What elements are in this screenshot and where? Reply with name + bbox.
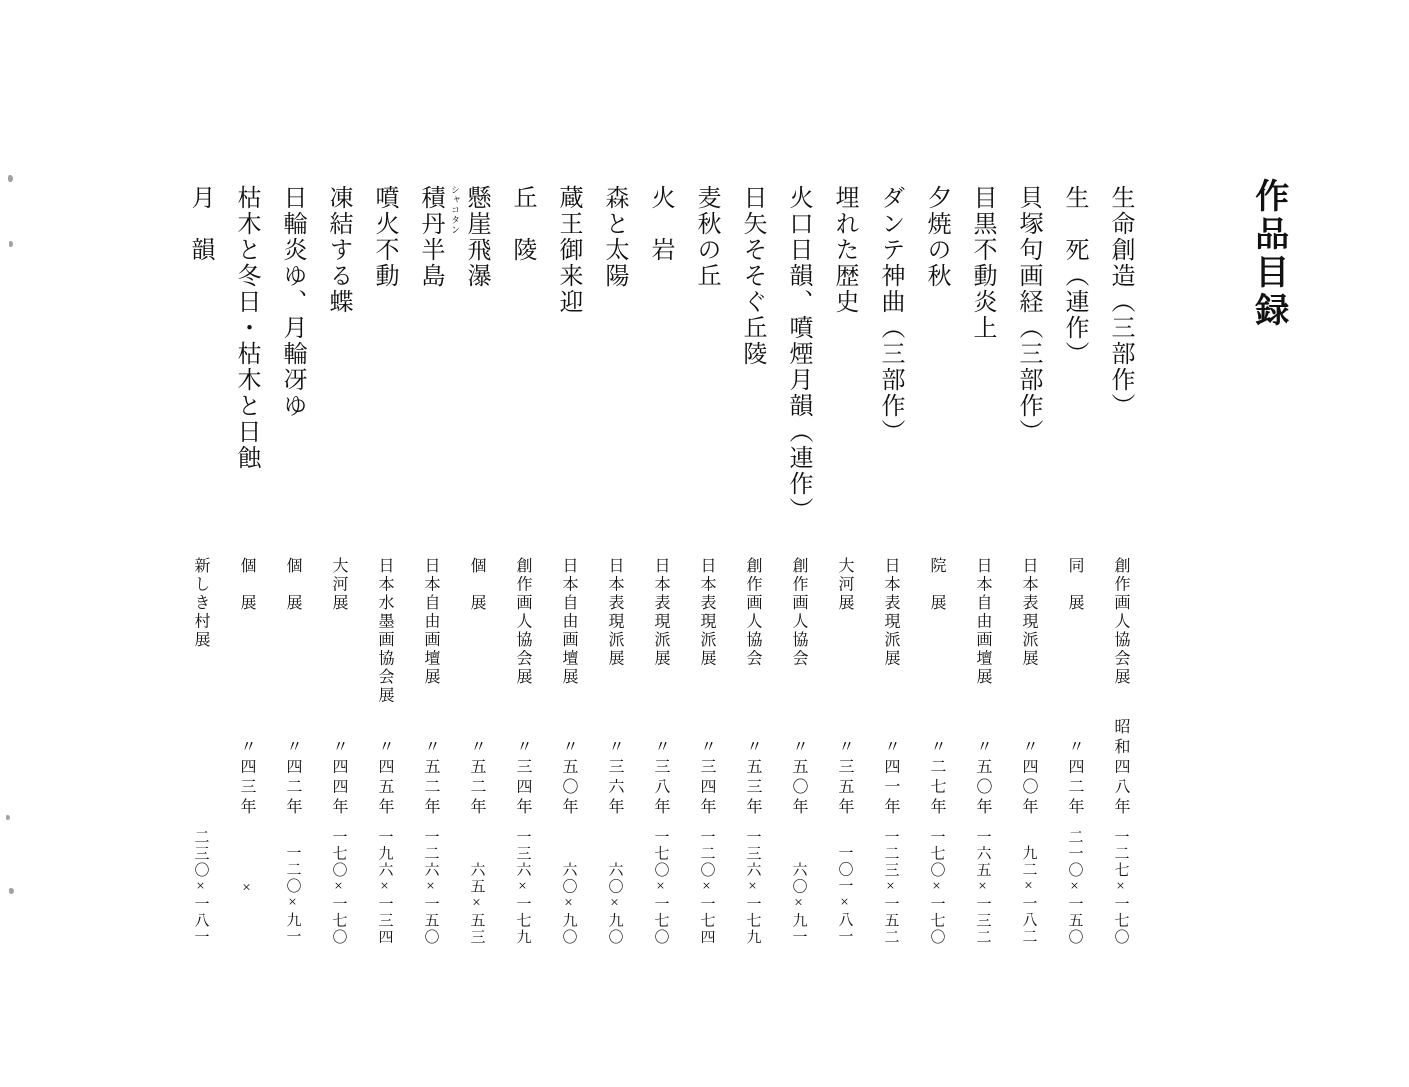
catalog-entry: [821, 185, 867, 955]
entry-size: 一二〇×九一: [284, 845, 301, 945]
entry-title: 生命創造（三部作）: [1107, 185, 1133, 419]
catalog-entry: [775, 185, 821, 955]
entry-year: 〃五〇年: [790, 738, 807, 818]
catalog-entry: [637, 185, 683, 955]
entry-exhibition: 日本自由画壇展: [560, 557, 577, 687]
entry-size: ×: [238, 880, 255, 898]
scan-speck: [6, 815, 10, 820]
entry-year: 〃三五年: [836, 738, 853, 818]
catalog-entry: [407, 185, 460, 955]
catalog-entry: [315, 185, 361, 955]
entry-year: 〃四二年: [1066, 738, 1083, 818]
entry-year: 〃五〇年: [560, 738, 577, 818]
entry-exhibition: 日本表現派展: [606, 557, 623, 668]
entry-size: 一七〇×一七〇: [330, 828, 347, 945]
entry-year: 〃五二年: [468, 738, 485, 818]
entry-size: 六五×五三: [468, 861, 485, 945]
entry-year: 〃三八年: [652, 738, 669, 818]
entry-exhibition: 日本表現派展: [1020, 557, 1037, 668]
entry-size: 六〇×九一: [790, 861, 807, 945]
entry-year: 〃四〇年: [1020, 738, 1037, 818]
entry-exhibition: 個 展: [468, 557, 485, 613]
entry-size: 一七〇×一七〇: [652, 828, 669, 945]
page-title: 作品目録: [1249, 178, 1287, 330]
entry-exhibition: 日本表現派展: [882, 557, 899, 668]
entry-title: 懸崖飛瀑: [463, 185, 489, 289]
entry-exhibition: 大河展: [836, 557, 853, 613]
entry-year: 〃四五年: [376, 738, 393, 818]
entry-size: 一二七×一七〇: [1112, 828, 1129, 945]
entry-exhibition: 大河展: [330, 557, 347, 613]
entry-exhibition: 日本水墨画協会展: [376, 557, 393, 705]
entry-size: 一三六×一七九: [744, 828, 761, 945]
entry-size: 一二〇×一七四: [698, 828, 715, 945]
catalog-entry: [683, 185, 729, 955]
catalog-entry: [1005, 185, 1051, 955]
entry-title: 日矢そそぐ丘陵: [739, 185, 765, 367]
scan-speck: [9, 888, 14, 894]
entry-title: 蔵王御来迎: [555, 185, 581, 315]
entry-size: 二一〇×一五〇: [1066, 828, 1083, 945]
entry-title: 夕焼の秋: [923, 185, 949, 289]
entries-list: [177, 185, 1143, 955]
catalog-entry: [545, 185, 591, 955]
entry-title: 噴火不動: [371, 185, 397, 289]
entry-exhibition: 同 展: [1066, 557, 1083, 613]
entry-furigana: シャコタン: [450, 185, 460, 235]
entry-exhibition: 創作画人協会: [744, 557, 761, 668]
entry-size: 一二三×一五二: [882, 828, 899, 945]
scan-speck: [9, 241, 13, 247]
entry-year: 〃三四年: [514, 738, 531, 818]
entry-title: 火 岩: [647, 185, 673, 263]
entry-title: 埋れた歴史: [831, 185, 857, 315]
entry-title: 凍結する蝶: [325, 185, 351, 315]
entry-exhibition: 創作画人協会展: [1112, 557, 1129, 687]
entry-year: 〃四一年: [882, 738, 899, 818]
entry-exhibition: 個 展: [284, 557, 301, 613]
entry-title: 枯木と冬日・枯木と日蝕: [233, 185, 259, 471]
entry-title: ダンテ神曲（三部作）: [877, 185, 903, 445]
entry-title: 麦秋の丘: [693, 185, 719, 289]
catalog-entry: [1051, 185, 1097, 955]
catalog-entry: [1097, 185, 1143, 955]
entry-title: 貝塚句画経（三部作）: [1015, 185, 1041, 445]
catalog-entry: [269, 185, 315, 955]
entry-exhibition: 創作画人協会展: [514, 557, 531, 687]
entry-size: 六〇×九〇: [560, 861, 577, 945]
entry-size: 一二六×一五〇: [422, 828, 439, 945]
catalog-entry: [177, 185, 223, 955]
entry-exhibition: 日本表現派展: [698, 557, 715, 668]
entry-size: 一〇一×八一: [836, 845, 853, 945]
catalog-entry: [499, 185, 545, 955]
catalog-entry: [913, 185, 959, 955]
entry-exhibition: 創作画人協会: [790, 557, 807, 668]
entry-title: 生 死（連作）: [1061, 185, 1087, 367]
entry-title: 目黒不動炎上: [969, 185, 995, 341]
entry-year: 昭和四八年: [1112, 718, 1129, 818]
catalog-entry: [361, 185, 407, 955]
entry-exhibition: 日本表現派展: [652, 557, 669, 668]
entry-title: 森と太陽: [601, 185, 627, 289]
entry-year: 〃四三年: [238, 738, 255, 818]
catalog-entry: [729, 185, 775, 955]
entry-size: 六〇×九〇: [606, 861, 623, 945]
entry-size: 一七〇×一七〇: [928, 828, 945, 945]
entry-title: 日輪炎ゆ、月輪冴ゆ: [279, 185, 305, 419]
catalog-entry: [591, 185, 637, 955]
entry-year: 〃五三年: [744, 738, 761, 818]
entry-year: 〃五〇年: [974, 738, 991, 818]
entry-title: 火口日韻、噴煙月韻（連作）: [785, 185, 811, 523]
entry-title: 月 韻: [187, 185, 213, 263]
catalog-entry: [867, 185, 913, 955]
entry-size: 一六五×一三二: [974, 828, 991, 945]
entry-exhibition: 日本自由画壇展: [422, 557, 439, 687]
entry-year: 〃四四年: [330, 738, 347, 818]
entry-year: 〃五二年: [422, 738, 439, 818]
entry-year: 〃四二年: [284, 738, 301, 818]
entry-size: 一九六×一三四: [376, 828, 393, 945]
entry-exhibition: 院 展: [928, 557, 945, 613]
entry-exhibition: 新しき村展: [192, 557, 209, 650]
entry-title: 積丹半島: [417, 185, 443, 289]
entry-exhibition: 個 展: [238, 557, 255, 613]
catalog-entry: [223, 185, 269, 955]
entry-size: 一三六×一七九: [514, 828, 531, 945]
entry-exhibition: 日本自由画壇展: [974, 557, 991, 687]
entry-size: 二三〇×一八一: [192, 828, 209, 945]
catalog-entry: [453, 185, 499, 955]
entry-size: 九二×一八二: [1020, 845, 1037, 945]
scan-speck: [8, 175, 13, 182]
entry-title: 丘 陵: [509, 185, 535, 263]
entry-year: 〃三四年: [698, 738, 715, 818]
catalog-entry: [959, 185, 1005, 955]
entry-year: 〃三六年: [606, 738, 623, 818]
entry-year: 〃二七年: [928, 738, 945, 818]
